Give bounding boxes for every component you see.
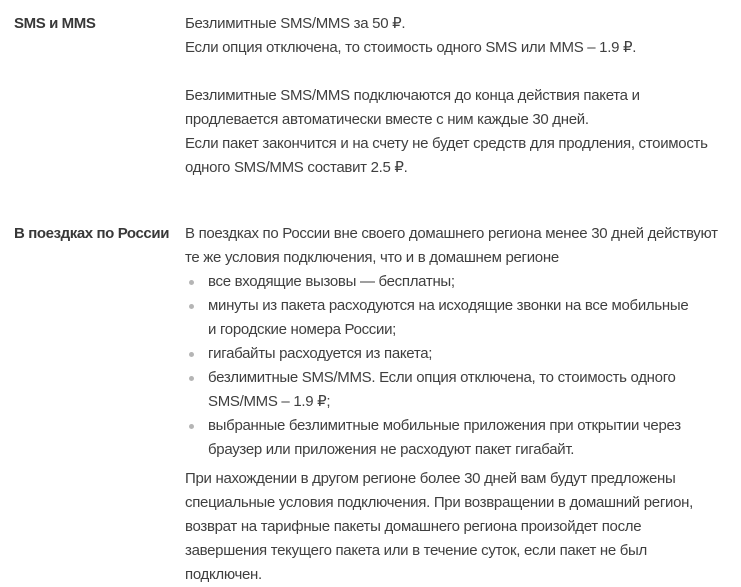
bullet-item-unlimited-apps xyxy=(185,414,735,462)
travel-conditions-list xyxy=(185,270,735,462)
text-line: При нахождении в другом регионе более 30 дней вам будут предложены xyxy=(185,470,676,487)
text-line: В поездках по России вне своего домашнего региона менее 30 дней действуют xyxy=(185,225,718,242)
text-line: браузер или приложения не расходуют пакет гигабайт. xyxy=(208,441,575,458)
paragraph-travel-outro xyxy=(185,467,735,587)
text-line: подключен. xyxy=(185,566,262,583)
text-line: и городские номера России; xyxy=(208,321,397,338)
section-sms-mms xyxy=(14,12,735,180)
section-label-sms-mms: SMS и MMS xyxy=(14,15,96,32)
paragraph-sms-price xyxy=(185,12,735,60)
text-line: минуты из пакета расходуются на исходящие звонки на все мобильные xyxy=(208,297,689,314)
text-line: продлевается автоматически вместе с ним каждые 30 дней. xyxy=(185,111,589,128)
text-line: SMS/MMS – 1.9 ₽; xyxy=(208,393,331,410)
text-line: Если опция отключена, то стоимость одного SMS или MMS – 1.9 ₽. xyxy=(185,39,637,56)
text-line: Безлимитные SMS/MMS подключаются до конца действия пакета и xyxy=(185,87,640,104)
bullet-item-gigabytes xyxy=(185,342,735,366)
text-line: Если пакет закончится и на счету не будет средств для продления, стоимость xyxy=(185,135,708,152)
text-line: Безлимитные SMS/MMS за 50 ₽. xyxy=(185,15,406,32)
text-line: безлимитные SMS/MMS. Если опция отключена, то стоимость одного xyxy=(208,369,676,386)
section-content-travel-russia xyxy=(185,222,735,587)
section-travel-russia xyxy=(14,222,735,587)
bullet-item-sms-mms xyxy=(185,366,735,414)
text-line: возврат на тарифные пакеты домашнего региона произойдет после xyxy=(185,518,642,535)
section-label-travel-russia: В поездках по России xyxy=(14,225,170,242)
bullet-item-minutes xyxy=(185,294,735,342)
section-content-sms-mms xyxy=(185,12,735,180)
text-line: одного SMS/MMS составит 2.5 ₽. xyxy=(185,159,408,176)
paragraph-travel-intro xyxy=(185,222,735,270)
text-line: те же условия подключения, что и в домашнем регионе xyxy=(185,249,559,266)
text-line: специальные условия подключения. При возвращении в домашний регион, xyxy=(185,494,693,511)
paragraph-sms-renewal xyxy=(185,84,735,180)
text-line: все входящие вызовы — бесплатны; xyxy=(208,273,455,290)
bullet-item-incoming-calls xyxy=(185,270,735,294)
text-line: завершения текущего пакета или в течение суток, если пакет не был xyxy=(185,542,647,559)
text-line: гигабайты расходуется из пакета; xyxy=(208,345,433,362)
text-line: выбранные безлимитные мобильные приложения при открытии через xyxy=(208,417,681,434)
